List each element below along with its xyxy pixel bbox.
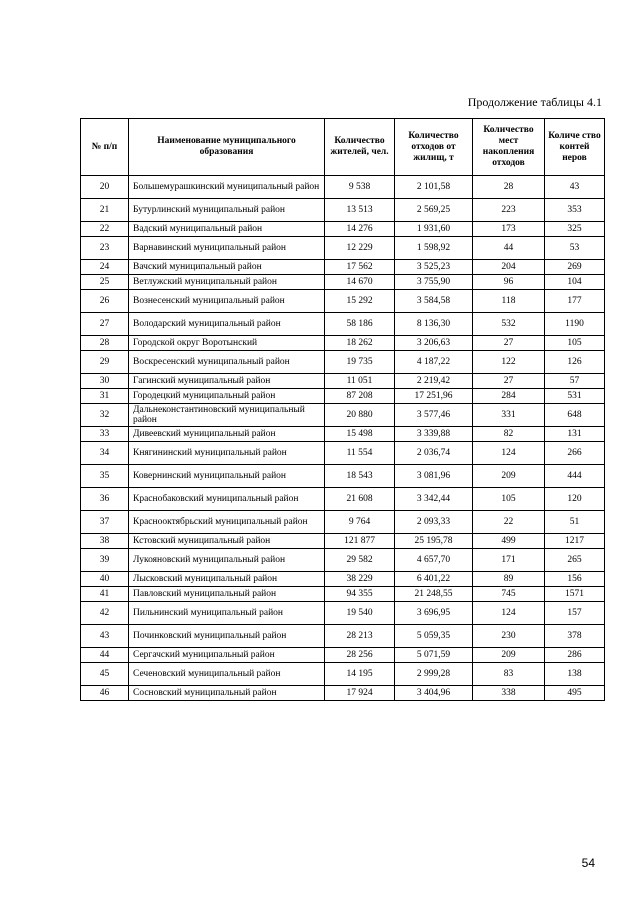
cell-name: Сергачский муниципальный район (129, 648, 325, 663)
cell-number: 26 (81, 290, 129, 313)
cell-containers: 1571 (545, 587, 605, 602)
table-row (81, 686, 605, 701)
cell-containers: 286 (545, 648, 605, 663)
cell-containers: 325 (545, 222, 605, 237)
column-header-containers: Количе ство контей неров (545, 119, 605, 176)
cell-name: Пильнинский муниципальный район (129, 602, 325, 625)
column-header-sites: Количество мест накопления отходов (473, 119, 545, 176)
cell-sites: 22 (473, 511, 545, 534)
cell-name: Краснобаковский муниципальный район (129, 488, 325, 511)
cell-containers: 120 (545, 488, 605, 511)
cell-residents: 15 292 (325, 290, 395, 313)
table-row (81, 427, 605, 442)
cell-sites: 28 (473, 176, 545, 199)
cell-number: 46 (81, 686, 129, 701)
cell-name: Ковернинский муниципальный район (129, 465, 325, 488)
table-row (81, 442, 605, 465)
cell-waste: 21 248,55 (395, 587, 473, 602)
cell-name: Дивеевский муниципальный район (129, 427, 325, 442)
table-row (81, 648, 605, 663)
cell-waste: 3 206,63 (395, 336, 473, 351)
cell-sites: 499 (473, 534, 545, 549)
cell-sites: 171 (473, 549, 545, 572)
cell-containers: 269 (545, 260, 605, 275)
cell-containers: 156 (545, 572, 605, 587)
cell-sites: 230 (473, 625, 545, 648)
cell-residents: 28 213 (325, 625, 395, 648)
table-header-row (81, 119, 605, 176)
cell-sites: 209 (473, 648, 545, 663)
table-row (81, 663, 605, 686)
cell-sites: 27 (473, 374, 545, 389)
cell-waste: 3 696,95 (395, 602, 473, 625)
cell-number: 28 (81, 336, 129, 351)
cell-number: 44 (81, 648, 129, 663)
cell-name: Вознесенский муниципальный район (129, 290, 325, 313)
cell-sites: 532 (473, 313, 545, 336)
cell-containers: 1190 (545, 313, 605, 336)
cell-residents: 14 195 (325, 663, 395, 686)
cell-sites: 204 (473, 260, 545, 275)
cell-name: Лысковский муниципальный район (129, 572, 325, 587)
cell-sites: 83 (473, 663, 545, 686)
cell-sites: 284 (473, 389, 545, 404)
cell-number: 42 (81, 602, 129, 625)
cell-waste: 3 577,46 (395, 404, 473, 427)
cell-residents: 9 764 (325, 511, 395, 534)
cell-name: Кстовский муниципальный район (129, 534, 325, 549)
cell-number: 24 (81, 260, 129, 275)
cell-name: Воскресенский муниципальный район (129, 351, 325, 374)
table-row (81, 404, 605, 427)
cell-containers: 138 (545, 663, 605, 686)
cell-name: Краснооктябрьский муниципальный район (129, 511, 325, 534)
cell-waste: 2 101,58 (395, 176, 473, 199)
cell-waste: 5 071,59 (395, 648, 473, 663)
cell-residents: 19 735 (325, 351, 395, 374)
cell-sites: 82 (473, 427, 545, 442)
cell-sites: 173 (473, 222, 545, 237)
cell-waste: 1 598,92 (395, 237, 473, 260)
table-row (81, 511, 605, 534)
cell-name: Бутурлинский муниципальный район (129, 199, 325, 222)
cell-number: 29 (81, 351, 129, 374)
table-row (81, 199, 605, 222)
cell-sites: 105 (473, 488, 545, 511)
cell-containers: 266 (545, 442, 605, 465)
cell-number: 41 (81, 587, 129, 602)
column-header-number: № п/п (81, 119, 129, 176)
cell-number: 34 (81, 442, 129, 465)
cell-containers: 378 (545, 625, 605, 648)
cell-containers: 126 (545, 351, 605, 374)
table-row (81, 222, 605, 237)
cell-containers: 648 (545, 404, 605, 427)
cell-sites: 124 (473, 442, 545, 465)
cell-name: Володарский муниципальный район (129, 313, 325, 336)
cell-name: Большемурашкинский муниципальный район (129, 176, 325, 199)
table-row (81, 549, 605, 572)
cell-name: Починковский муниципальный район (129, 625, 325, 648)
cell-waste: 5 059,35 (395, 625, 473, 648)
cell-containers: 1217 (545, 534, 605, 549)
cell-containers: 105 (545, 336, 605, 351)
cell-name: Варнавинский муниципальный район (129, 237, 325, 260)
cell-waste: 3 081,96 (395, 465, 473, 488)
cell-waste: 6 401,22 (395, 572, 473, 587)
cell-residents: 20 880 (325, 404, 395, 427)
cell-waste: 4 187,22 (395, 351, 473, 374)
cell-residents: 58 186 (325, 313, 395, 336)
cell-name: Дальнеконстантиновский муниципальный район (129, 404, 325, 427)
cell-residents: 17 924 (325, 686, 395, 701)
cell-number: 20 (81, 176, 129, 199)
cell-residents: 14 276 (325, 222, 395, 237)
waste-table (80, 118, 605, 701)
cell-containers: 57 (545, 374, 605, 389)
cell-sites: 96 (473, 275, 545, 290)
cell-containers: 53 (545, 237, 605, 260)
cell-containers: 531 (545, 389, 605, 404)
cell-containers: 157 (545, 602, 605, 625)
cell-residents: 28 256 (325, 648, 395, 663)
cell-residents: 29 582 (325, 549, 395, 572)
cell-waste: 4 657,70 (395, 549, 473, 572)
cell-sites: 223 (473, 199, 545, 222)
cell-residents: 87 208 (325, 389, 395, 404)
table-row (81, 260, 605, 275)
cell-sites: 27 (473, 336, 545, 351)
cell-residents: 19 540 (325, 602, 395, 625)
table-row (81, 336, 605, 351)
cell-sites: 124 (473, 602, 545, 625)
cell-residents: 13 513 (325, 199, 395, 222)
cell-waste: 2 999,28 (395, 663, 473, 686)
cell-waste: 3 584,58 (395, 290, 473, 313)
cell-residents: 15 498 (325, 427, 395, 442)
cell-sites: 118 (473, 290, 545, 313)
cell-residents: 21 608 (325, 488, 395, 511)
cell-waste: 2 219,42 (395, 374, 473, 389)
column-header-waste: Количество отходов от жилищ, т (395, 119, 473, 176)
table-row (81, 465, 605, 488)
cell-name: Княгининский муниципальный район (129, 442, 325, 465)
table-row (81, 602, 605, 625)
table-row (81, 625, 605, 648)
cell-name: Сосновский муниципальный район (129, 686, 325, 701)
table-row (81, 290, 605, 313)
cell-residents: 12 229 (325, 237, 395, 260)
cell-sites: 122 (473, 351, 545, 374)
cell-number: 43 (81, 625, 129, 648)
table-row (81, 313, 605, 336)
cell-waste: 17 251,96 (395, 389, 473, 404)
cell-name: Гагинский муниципальный район (129, 374, 325, 389)
table-row (81, 587, 605, 602)
cell-waste: 3 404,96 (395, 686, 473, 701)
cell-waste: 3 525,23 (395, 260, 473, 275)
cell-residents: 11 554 (325, 442, 395, 465)
cell-name: Городской округ Воротынский (129, 336, 325, 351)
cell-name: Вачский муниципальный район (129, 260, 325, 275)
cell-number: 45 (81, 663, 129, 686)
cell-number: 37 (81, 511, 129, 534)
table-row (81, 374, 605, 389)
cell-number: 21 (81, 199, 129, 222)
cell-residents: 18 543 (325, 465, 395, 488)
cell-containers: 131 (545, 427, 605, 442)
cell-containers: 51 (545, 511, 605, 534)
cell-number: 36 (81, 488, 129, 511)
cell-name: Городецкий муниципальный район (129, 389, 325, 404)
cell-sites: 89 (473, 572, 545, 587)
cell-waste: 3 755,90 (395, 275, 473, 290)
cell-residents: 38 229 (325, 572, 395, 587)
cell-waste: 2 569,25 (395, 199, 473, 222)
cell-containers: 104 (545, 275, 605, 290)
cell-sites: 338 (473, 686, 545, 701)
cell-number: 25 (81, 275, 129, 290)
cell-sites: 44 (473, 237, 545, 260)
cell-sites: 331 (473, 404, 545, 427)
cell-waste: 2 036,74 (395, 442, 473, 465)
cell-residents: 11 051 (325, 374, 395, 389)
cell-number: 23 (81, 237, 129, 260)
cell-number: 35 (81, 465, 129, 488)
cell-number: 32 (81, 404, 129, 427)
column-header-residents: Количество жителей, чел. (325, 119, 395, 176)
cell-sites: 209 (473, 465, 545, 488)
cell-residents: 18 262 (325, 336, 395, 351)
cell-number: 38 (81, 534, 129, 549)
table-row (81, 572, 605, 587)
cell-residents: 17 562 (325, 260, 395, 275)
cell-waste: 25 195,78 (395, 534, 473, 549)
table-body (81, 176, 605, 701)
cell-residents: 9 538 (325, 176, 395, 199)
table-row (81, 351, 605, 374)
cell-number: 22 (81, 222, 129, 237)
cell-waste: 1 931,60 (395, 222, 473, 237)
table-row (81, 389, 605, 404)
cell-containers: 177 (545, 290, 605, 313)
table-row (81, 237, 605, 260)
cell-containers: 444 (545, 465, 605, 488)
cell-name: Сеченовский муниципальный район (129, 663, 325, 686)
cell-name: Павловский муниципальный район (129, 587, 325, 602)
table-caption: Продолжение таблицы 4.1 (467, 95, 602, 109)
cell-number: 39 (81, 549, 129, 572)
cell-number: 30 (81, 374, 129, 389)
cell-waste: 8 136,30 (395, 313, 473, 336)
table-row (81, 488, 605, 511)
cell-name: Ветлужский муниципальный район (129, 275, 325, 290)
cell-residents: 14 670 (325, 275, 395, 290)
table-row (81, 534, 605, 549)
cell-name: Вадский муниципальный район (129, 222, 325, 237)
cell-waste: 3 342,44 (395, 488, 473, 511)
cell-waste: 3 339,88 (395, 427, 473, 442)
table-row (81, 176, 605, 199)
cell-containers: 265 (545, 549, 605, 572)
cell-containers: 495 (545, 686, 605, 701)
table-row (81, 275, 605, 290)
cell-waste: 2 093,33 (395, 511, 473, 534)
cell-number: 27 (81, 313, 129, 336)
cell-sites: 745 (473, 587, 545, 602)
cell-number: 40 (81, 572, 129, 587)
cell-name: Лукояновский муниципальный район (129, 549, 325, 572)
cell-residents: 94 355 (325, 587, 395, 602)
column-header-name: Наименование муниципального образования (129, 119, 325, 176)
cell-number: 31 (81, 389, 129, 404)
cell-containers: 43 (545, 176, 605, 199)
cell-containers: 353 (545, 199, 605, 222)
page-number: 54 (581, 856, 595, 870)
cell-number: 33 (81, 427, 129, 442)
cell-residents: 121 877 (325, 534, 395, 549)
